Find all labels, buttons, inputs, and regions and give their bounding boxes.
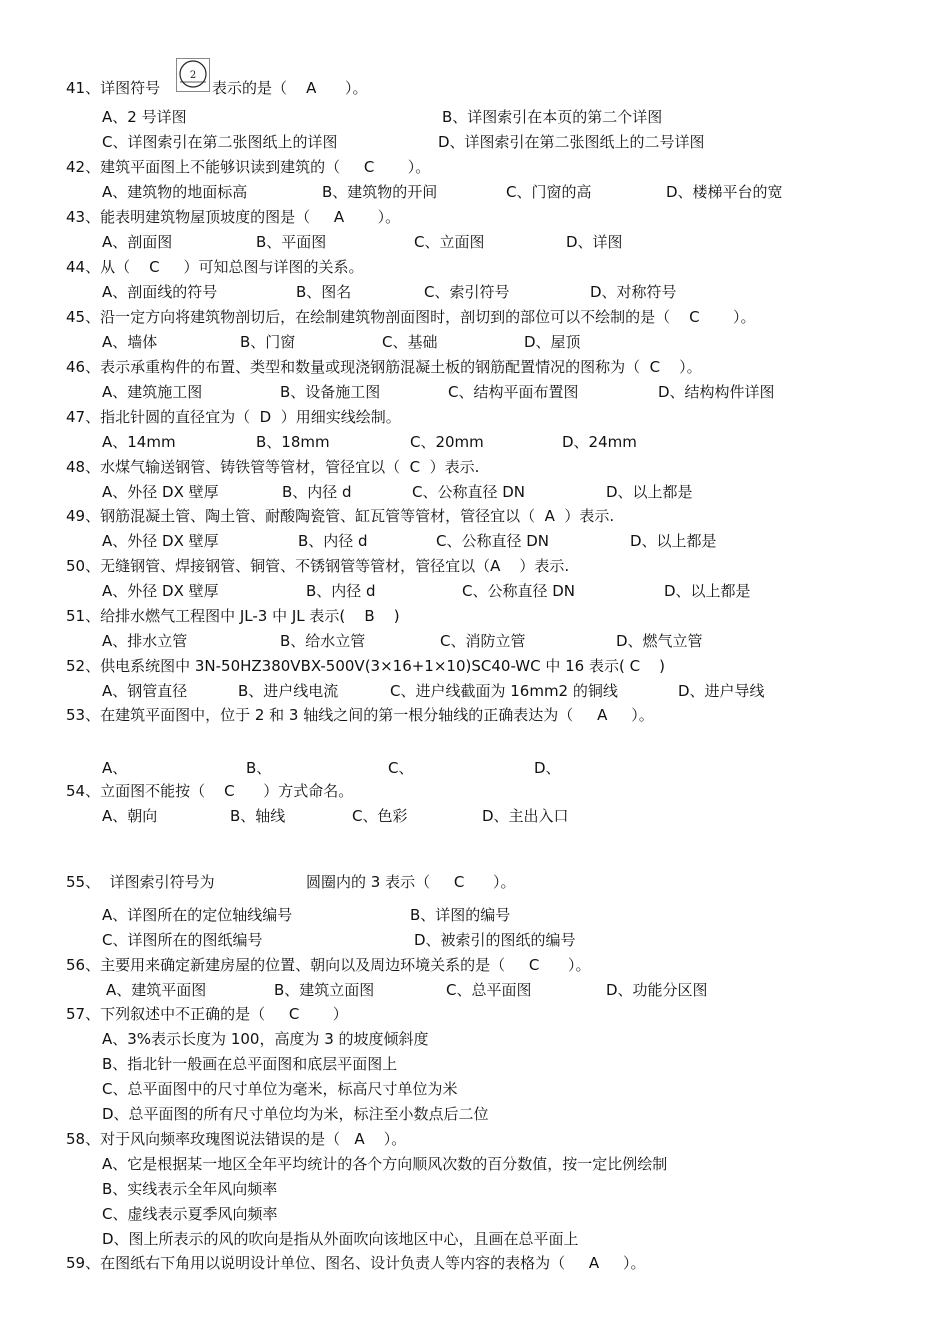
question-stem: 57、下列叙述中不正确的是（ C ）: [66, 1005, 348, 1023]
question-stem: 47、指北针圆的直径宜为（ D ）用细实线绘制。: [66, 408, 401, 426]
option: C、总平面图中的尺寸单位为毫米，标高尺寸单位为米: [102, 1080, 458, 1098]
option: C、消防立管: [440, 632, 526, 650]
question-stem: 58、对于风向频率玫瑰图说法错误的是（ A ）。: [66, 1130, 407, 1148]
question-stem: 43、能表明建筑物屋顶坡度的图是（ A ）。: [66, 208, 401, 226]
option: B、进户线电流: [238, 682, 339, 700]
option: A、朝向: [102, 807, 158, 825]
option: D、对称符号: [590, 283, 677, 301]
option: D、被索引的图纸的编号: [414, 931, 576, 949]
option: B、内径 d: [298, 532, 368, 550]
option: C、详图所在的图纸编号: [102, 931, 263, 949]
question-stem: 59、在图纸右下角用以说明设计单位、图名、设计负责人等内容的表格为（ A ）。: [66, 1254, 646, 1272]
option: B、内径 d: [282, 483, 352, 501]
option: A、建筑平面图: [106, 981, 207, 999]
option: D、图上所表示的风的吹向是指从外面吹向该地区中心，且画在总平面上: [102, 1230, 579, 1248]
option: C、详图索引在第二张图纸上的详图: [102, 133, 338, 151]
option: D、结构构件详图: [658, 383, 775, 401]
option: D、功能分区图: [606, 981, 708, 999]
option: D、进户导线: [678, 682, 765, 700]
option: B、详图索引在本页的第二个详图: [442, 108, 663, 126]
option: C、公称直径 DN: [436, 532, 550, 550]
option: C、色彩: [352, 807, 408, 825]
option: C、进户线截面为 16mm2 的铜线: [390, 682, 618, 700]
option: A、外径 DX 壁厚: [102, 582, 219, 600]
option: D、以上都是: [630, 532, 717, 550]
option: B、平面图: [256, 233, 327, 251]
option: B、轴线: [230, 807, 286, 825]
option: A、它是根据某一地区全年平均统计的各个方向顺风次数的百分数值，按一定比例绘制: [102, 1155, 668, 1173]
option: D、主出入口: [482, 807, 569, 825]
question-stem: 49、钢筋混凝土管、陶土管、耐酸陶瓷管、缸瓦管等管材，管径宜以（ A ）表示.: [66, 507, 615, 525]
question-stem: 48、水煤气输送钢管、铸铁管等管材，管径宜以（ C ）表示.: [66, 458, 480, 476]
option: A、建筑物的地面标高: [102, 183, 248, 201]
question-stem: 56、主要用来确定新建房屋的位置、朝向以及周边环境关系的是（ C ）。: [66, 956, 591, 974]
option: A、: [102, 759, 128, 777]
option: A、3%表示长度为 100，高度为 3 的坡度倾斜度: [102, 1030, 429, 1048]
option: C、虚线表示夏季风向频率: [102, 1205, 278, 1223]
option: C、公称直径 DN: [412, 483, 526, 501]
option: A、剖面图: [102, 233, 173, 251]
option: A、剖面线的符号: [102, 283, 218, 301]
option: C、索引符号: [424, 283, 510, 301]
option: A、2 号详图: [102, 108, 187, 126]
option: C、: [388, 759, 414, 777]
option: D、24mm: [562, 433, 637, 451]
question-stem: 46、表示承重构件的布置、类型和数量或现浇钢筋混凝土板的钢筋配置情况的图称为（ C ）。: [66, 358, 702, 376]
option: A、钢管直径: [102, 682, 188, 700]
option: B、建筑立面图: [274, 981, 375, 999]
option: A、14mm: [102, 433, 176, 451]
option: A、外径 DX 壁厚: [102, 483, 219, 501]
detail-symbol-label: 2: [189, 70, 197, 81]
option: D、燃气立管: [616, 632, 703, 650]
option: A、墙体: [102, 333, 158, 351]
option: D、详图: [566, 233, 623, 251]
option: C、公称直径 DN: [462, 582, 576, 600]
question-stem: 41、详图符号: [66, 79, 161, 97]
question-stem: 50、无缝钢管、焊接钢管、铜管、不锈钢管等管材，管径宜以（A ）表示.: [66, 557, 570, 575]
option: D、楼梯平台的宽: [666, 183, 783, 201]
option: A、外径 DX 壁厚: [102, 532, 219, 550]
question-stem-tail: 表示的是（ A ）。: [212, 79, 368, 97]
option: B、详图的编号: [410, 906, 511, 924]
option: B、指北针一般画在总平面图和底层平面图上: [102, 1055, 398, 1073]
question-stem: 54、立面图不能按（ C ）方式命名。: [66, 782, 354, 800]
option: C、总平面图: [446, 981, 532, 999]
option: B、设备施工图: [280, 383, 381, 401]
option: D、总平面图的所有尺寸单位均为米，标注至小数点后二位: [102, 1105, 489, 1123]
option: B、图名: [296, 283, 352, 301]
question-stem: 55、 详图索引符号为: [66, 873, 215, 891]
question-stem: 45、沿一定方向将建筑物剖切后，在绘制建筑物剖面图时，剖切到的部位可以不绘制的是（ C ）。: [66, 308, 756, 326]
option: C、20mm: [410, 433, 484, 451]
option: B、内径 d: [306, 582, 376, 600]
option: A、详图所在的定位轴线编号: [102, 906, 293, 924]
option: B、建筑物的开间: [322, 183, 438, 201]
option: C、结构平面布置图: [448, 383, 579, 401]
option: B、实线表示全年风向频率: [102, 1180, 278, 1198]
question-stem: 53、在建筑平面图中，位于 2 和 3 轴线之间的第一根分轴线的正确表达为（ A ）。: [66, 706, 654, 724]
question-stem: 44、从（ C ）可知总图与详图的关系。: [66, 258, 364, 276]
question-stem: 51、给排水燃气工程图中 JL-3 中 JL 表示( B ): [66, 607, 400, 625]
option: C、立面图: [414, 233, 485, 251]
option: B、门窗: [240, 333, 296, 351]
option: D、屋顶: [524, 333, 581, 351]
option: B、给水立管: [280, 632, 366, 650]
option: D、: [534, 759, 561, 777]
option: B、: [246, 759, 272, 777]
option: C、门窗的高: [506, 183, 592, 201]
option: A、排水立管: [102, 632, 188, 650]
option: D、详图索引在第二张图纸上的二号详图: [438, 133, 705, 151]
detail-symbol-icon: [176, 58, 210, 92]
option: C、基础: [382, 333, 438, 351]
option: D、以上都是: [606, 483, 693, 501]
option: A、建筑施工图: [102, 383, 203, 401]
question-stem: 42、建筑平面图上不能够识读到建筑的（ C ）。: [66, 158, 431, 176]
option: B、18mm: [256, 433, 330, 451]
question-stem: 52、供电系统图中 3N-50HZ380VBX-500V(3×16+1×10)SC40-WC 中 16 表示( C ): [66, 657, 665, 675]
option: D、以上都是: [664, 582, 751, 600]
question-stem-tail: 圆圈内的 3 表示（ C ）。: [306, 873, 516, 891]
